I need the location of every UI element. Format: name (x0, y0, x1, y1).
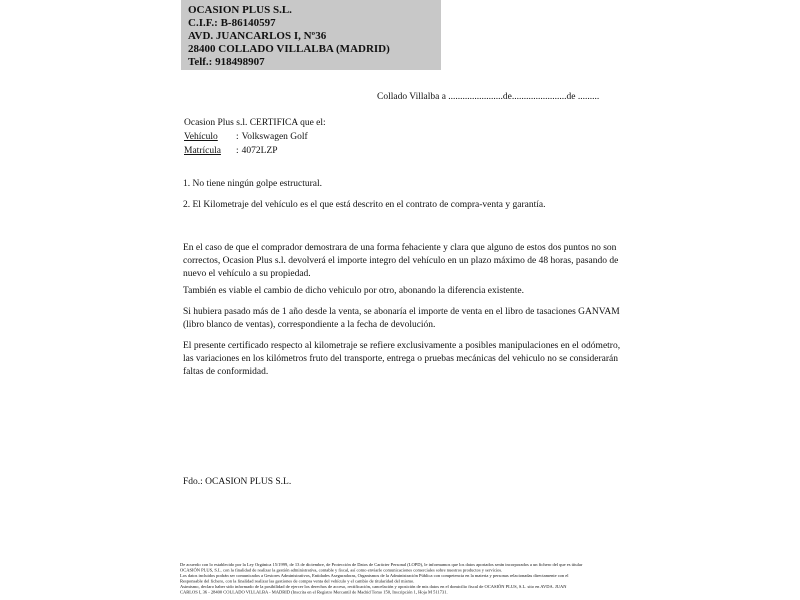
certification-block (184, 116, 326, 158)
date-line: Collado Villalba a .......................de.......................de ......... (377, 92, 600, 102)
paragraph-mileage-scope: El presente certificado respecto al kilometraje se refiere exclusivamente a posibles manipulaciones en el odómetro, las variaciones en los kilómetros fruto del transporte, entrega o pruebas mecánicas del vehiculo no se considerarán faltas de conformidad. (183, 341, 621, 377)
company-address-line2: 28400 COLLADO VILLALBA (MADRID) (188, 43, 390, 55)
legal-line-2: OCASIÓN PLUS, S.L. con la finalidad de realizar la gestión administrativa, contable y fiscal, así como enviarle comunicaciones comerciales sobre nuestros productos y servicios. (180, 567, 503, 573)
company-header-block (181, 0, 441, 70)
company-name: OCASION PLUS S.L. (188, 4, 292, 16)
legal-line-6: CARLOS I, 36 - 28400 COLLADO VILLALBA - MADRID (Inscrita en el Registro Mercantil de Madrid Tomo 150, Inscripción 1, Hoja M 511731. (180, 589, 448, 595)
company-cif: C.I.F.: B-86140597 (188, 17, 276, 29)
vehicle-label: Vehículo (184, 132, 218, 142)
vehicle-row (184, 130, 326, 144)
signature-line: Fdo.: OCASION PLUS S.L. (183, 477, 292, 487)
plate-row (184, 144, 326, 158)
legal-line-4: Responsable del fichero, con la finalidad realizar las gestiones de compra venta del vehículo y el cambio de titularidad del mismo. (180, 578, 415, 584)
legal-line-5: Asimismo, declaro haber sido informado de la posibilidad de ejercer los derechos de acceso, rectificación, cancelación y oposición de mis datos en el domicilio fiscal de OCASIÓN PLUS, S.L. sito en AVDA. JUAN (180, 584, 567, 589)
vehicle-separator: : (236, 132, 239, 142)
paragraph-ganvam-valuation: Si hubiera pasado más de 1 año desde la venta, se abonaría el importe de venta en el libro de tasaciones GANVAM (libro blanco de ventas), correspondiente a la fecha de devolución. (183, 307, 620, 330)
certification-intro: Ocasion Plus s.l. CERTIFICA que el: (184, 118, 326, 128)
plate-value: 4072LZP (241, 146, 278, 156)
point-mileage: 2. El Kilometraje del vehículo es el que está descrito en el contrato de compra-venta y garantía. (183, 200, 546, 210)
legal-fine-print-text (180, 562, 635, 595)
plate-label: Matrícula (184, 146, 221, 156)
paragraph-exchange-option: También es viable el cambio de dicho vehiculo por otro, abonando la diferencia existente. (183, 286, 524, 296)
legal-fine-print (180, 562, 616, 598)
plate-separator: : (236, 146, 239, 156)
point-structural-damage: 1. No tiene ningún golpe estructural. (183, 179, 323, 189)
legal-line-1: De acuerdo con lo establecido por la Ley Orgánica 15/1999, de 13 de diciembre, de Protección de Datos de Carácter Personal (LOPD), le informamos que los datos aportados serán incorporados a un fichero del que es titular (180, 562, 583, 567)
legal-line-3: Los datos incluidos podrán ser comunicados a Gestores Administrativos, Entidades Aseguradoras, Organismos de la Administración Pública con competencia en la materia y personas relacionadas directamente con el (180, 573, 569, 578)
vehicle-value: Volkswagen Golf (241, 132, 308, 142)
company-phone: Telf.: 918498907 (188, 56, 265, 68)
company-address-line1: AVD. JUANCARLOS I, Nº36 (188, 30, 327, 42)
paragraph-refund-policy: En el caso de que el comprador demostrara de una forma fehaciente y clara que alguno de estos dos puntos no son correctos, Ocasion Plus s.l. devolverá el importe integro del vehículo en un plazo máximo de 48 horas, pasando de nuevo el vehículo a su propiedad. (183, 243, 619, 279)
